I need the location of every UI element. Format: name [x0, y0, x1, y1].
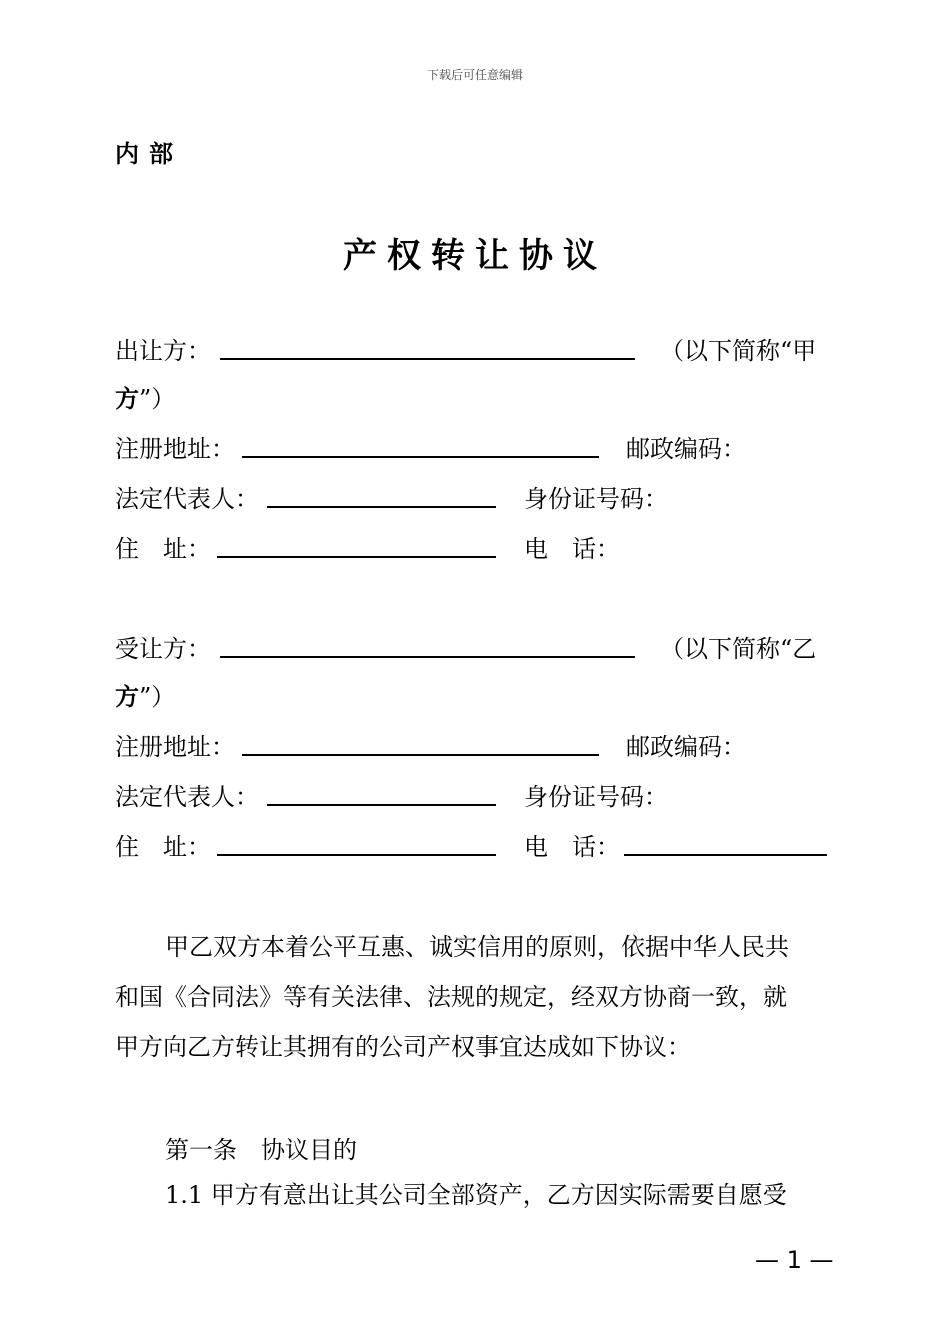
party-a-legal-rep-label: 法定代表人：: [115, 485, 259, 513]
article-1-clause-1: 1.1 甲方有意出让其公司全部资产，乙方因实际需要自愿受: [165, 1181, 787, 1209]
party-a-abbrev: （以下简称“甲: [660, 337, 817, 365]
party-a-name-field[interactable]: [220, 358, 635, 360]
body-line-3: 甲方向乙方转让其拥有的公司产权事宜达成如下协议：: [115, 1033, 691, 1061]
party-a-reg-addr-field[interactable]: [242, 456, 599, 458]
party-b-reg-addr-field[interactable]: [242, 754, 599, 756]
party-a-phone-label: 电 话：: [524, 535, 620, 563]
party-b-reg-addr-label: 注册地址：: [115, 733, 235, 761]
party-a-abbrev-end: 方”）: [115, 384, 176, 413]
party-b-phone-field[interactable]: [624, 854, 827, 856]
party-b-label: 受让方：: [115, 635, 211, 663]
party-b-abbrev: （以下简称“乙: [660, 635, 817, 663]
party-b-name-field[interactable]: [220, 656, 635, 658]
document-title: 产权转让协议: [343, 236, 607, 276]
party-b-legal-rep-label: 法定代表人：: [115, 783, 259, 811]
party-b-phone-label: 电 话：: [524, 833, 620, 861]
party-b-id-label: 身份证号码：: [524, 783, 668, 811]
party-a-reg-addr-label: 注册地址：: [115, 435, 235, 463]
party-a-addr-label: 住 址：: [115, 535, 211, 563]
party-a-postcode-label: 邮政编码：: [626, 435, 746, 463]
party-a-addr-field[interactable]: [217, 556, 496, 558]
body-line-2: 和国《合同法》等有关法律、法规的规定，经双方协商一致，就: [115, 983, 787, 1011]
party-b-legal-rep-field[interactable]: [267, 804, 496, 806]
article-1-heading: 第一条 协议目的: [165, 1136, 357, 1164]
download-note: 下载后可任意编辑: [426, 68, 523, 82]
party-a-id-label: 身份证号码：: [524, 485, 668, 513]
party-b-abbrev-end: 方”）: [115, 682, 176, 711]
internal-label: 内部: [115, 140, 183, 168]
party-a-label: 出让方：: [115, 337, 211, 365]
party-b-postcode-label: 邮政编码：: [626, 733, 746, 761]
body-line-1: 甲乙双方本着公平互惠、诚实信用的原则，依据中华人民共: [165, 933, 789, 961]
party-a-legal-rep-field[interactable]: [267, 506, 496, 508]
party-b-addr-label: 住 址：: [115, 833, 211, 861]
party-b-addr-field[interactable]: [217, 854, 496, 856]
page-number: — 1 —: [755, 1246, 834, 1274]
